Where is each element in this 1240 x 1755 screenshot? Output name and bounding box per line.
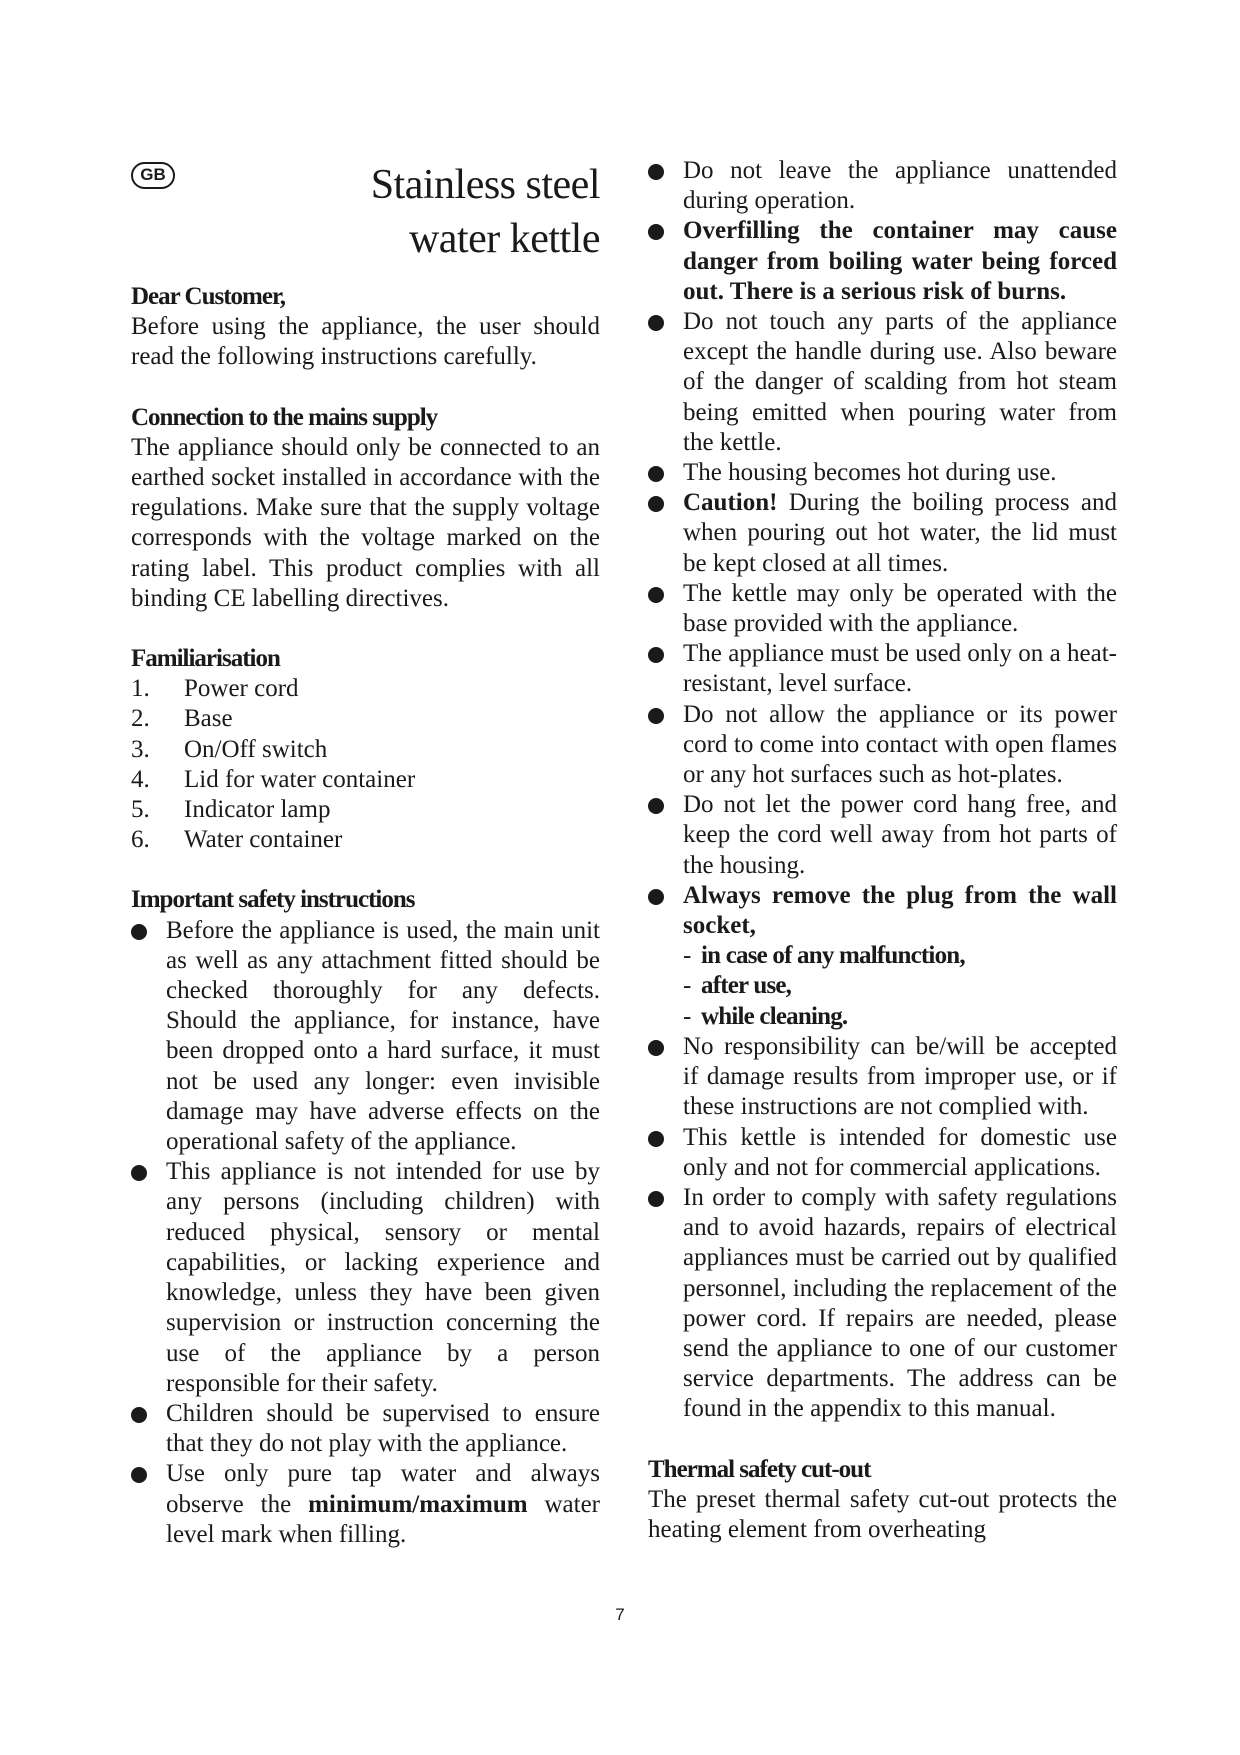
left-column <box>131 158 600 1550</box>
bullet-icon <box>131 1467 147 1483</box>
greeting-text: Before using the appliance, the user should read the following instructions carefully. <box>131 313 600 371</box>
safety-item: The housing becomes hot during use. <box>648 458 1117 488</box>
bullet-icon <box>648 708 664 724</box>
bullet-icon <box>131 1407 147 1423</box>
safety-item: Do not touch any parts of the appliance except the handle during use. Also beware of the danger of scalding from hot steam being emitted when pouring water from the kettle. <box>648 307 1117 458</box>
safety-item: In order to comply with safety regulations and to avoid hazards, repairs of electrical appliances must be carried out by qualified personnel, including the replacement of the power cord. If repairs are needed, please send the appliance to one of our customer service departments. The address can be found in the appendix to this manual. <box>648 1183 1117 1425</box>
bullet-icon <box>648 889 664 905</box>
safety-item: Do not let the power cord hang free, and keep the cord well away from hot parts of the housing. <box>648 790 1117 881</box>
list-item: 3. On/Off switch <box>131 735 328 763</box>
bullet-icon <box>648 1040 664 1056</box>
bullet-icon <box>648 164 664 180</box>
list-item: 2. Base <box>131 705 233 733</box>
bullet-icon <box>131 1165 147 1181</box>
bullet-icon <box>648 1191 664 1207</box>
page-header <box>131 158 600 262</box>
bullet-icon <box>648 224 664 240</box>
list-item: 5. Indicator lamp <box>131 796 331 824</box>
bullet-icon <box>648 496 664 512</box>
list-item: - while cleaning. <box>683 1002 848 1030</box>
safety-heading: Important safety instructions <box>131 886 415 914</box>
bullet-icon <box>648 587 664 603</box>
safety-item: The appliance must be used only on a heat-resistant, level surface. <box>648 639 1117 699</box>
familiarisation-heading: Familiarisation <box>131 645 280 673</box>
safety-item: Overfilling the container may cause danger from boiling water being forced out. There is a serious risk of burns. <box>648 216 1117 307</box>
bullet-icon <box>648 1131 664 1147</box>
bullet-icon <box>648 798 664 814</box>
list-item: 4. Lid for water container <box>131 765 416 793</box>
mains-text: The appliance should only be connected to an earthed socket installed in accordance with the regulations. Make sure that the supply voltage corresponds with the voltage marked on the rating label. This product complies with all binding CE labelling directives. <box>131 433 600 612</box>
plug-sublist <box>683 941 1117 1032</box>
bullet-icon <box>131 924 147 940</box>
right-column <box>648 156 1117 1545</box>
list-item: 6. Water container <box>131 826 343 854</box>
list-item: 1. Power cord <box>131 675 299 703</box>
safety-list-left <box>131 916 600 1550</box>
safety-item: The kettle may only be operated with the base provided with the appliance. <box>648 579 1117 639</box>
safety-item: Children should be supervised to ensure that they do not play with the appliance. <box>131 1399 600 1459</box>
page-number: 7 <box>615 1605 625 1624</box>
safety-item: Always remove the plug from the wall socket, - in case of any malfunction, - after use, - while cleaning. <box>648 881 1117 1032</box>
thermal-text: The preset thermal safety cut-out protects the heating element from overheating <box>648 1485 1117 1543</box>
title-line-1: Stainless steel <box>370 162 600 208</box>
thermal-heading: Thermal safety cut-out <box>648 1455 871 1483</box>
safety-item: Do not allow the appliance or its power cord to come into contact with open flames or any hot surfaces such as hot-plates. <box>648 700 1117 791</box>
safety-item: No responsibility can be/will be accepted if damage results from improper use, or if these instructions are not complied with. <box>648 1032 1117 1123</box>
greeting-heading: Dear Customer, <box>131 283 286 310</box>
safety-item: Do not leave the appliance unattended during operation. <box>648 156 1117 216</box>
mains-heading: Connection to the mains supply <box>131 403 438 431</box>
language-badge: GB <box>131 162 175 189</box>
bullet-icon <box>648 466 664 482</box>
bullet-icon <box>648 315 664 331</box>
safety-item: This kettle is intended for domestic use only and not for commercial applications. <box>648 1123 1117 1183</box>
safety-list-right <box>648 156 1117 1425</box>
bullet-icon <box>648 647 664 663</box>
list-item: - after use, <box>683 972 792 1000</box>
familiarisation-list <box>131 674 600 855</box>
safety-item: Caution! During the boiling process and when pouring out hot water, the lid must be kept closed at all times. <box>648 488 1117 579</box>
page-title <box>371 158 600 266</box>
safety-item: Use only pure tap water and always observe the minimum/maximum water level mark when filling. <box>131 1459 600 1550</box>
list-item: - in case of any malfunction, <box>683 942 965 970</box>
safety-item: Before the appliance is used, the main unit as well as any attachment fitted should be checked thoroughly for any defects. Should the appliance, for instance, have been dropped onto a hard surface, it must not be used any longer: even invisible damage may have adverse effects on the operational safety of the appliance. <box>131 916 600 1158</box>
title-line-2: water kettle <box>408 216 600 262</box>
safety-item: This appliance is not intended for use by any persons (including children) with reduced physical, sensory or mental capabilities, or lacking experience and knowledge, unless they have been given supervision or instruction concerning the use of the appliance by a person responsible for their safety. <box>131 1157 600 1399</box>
